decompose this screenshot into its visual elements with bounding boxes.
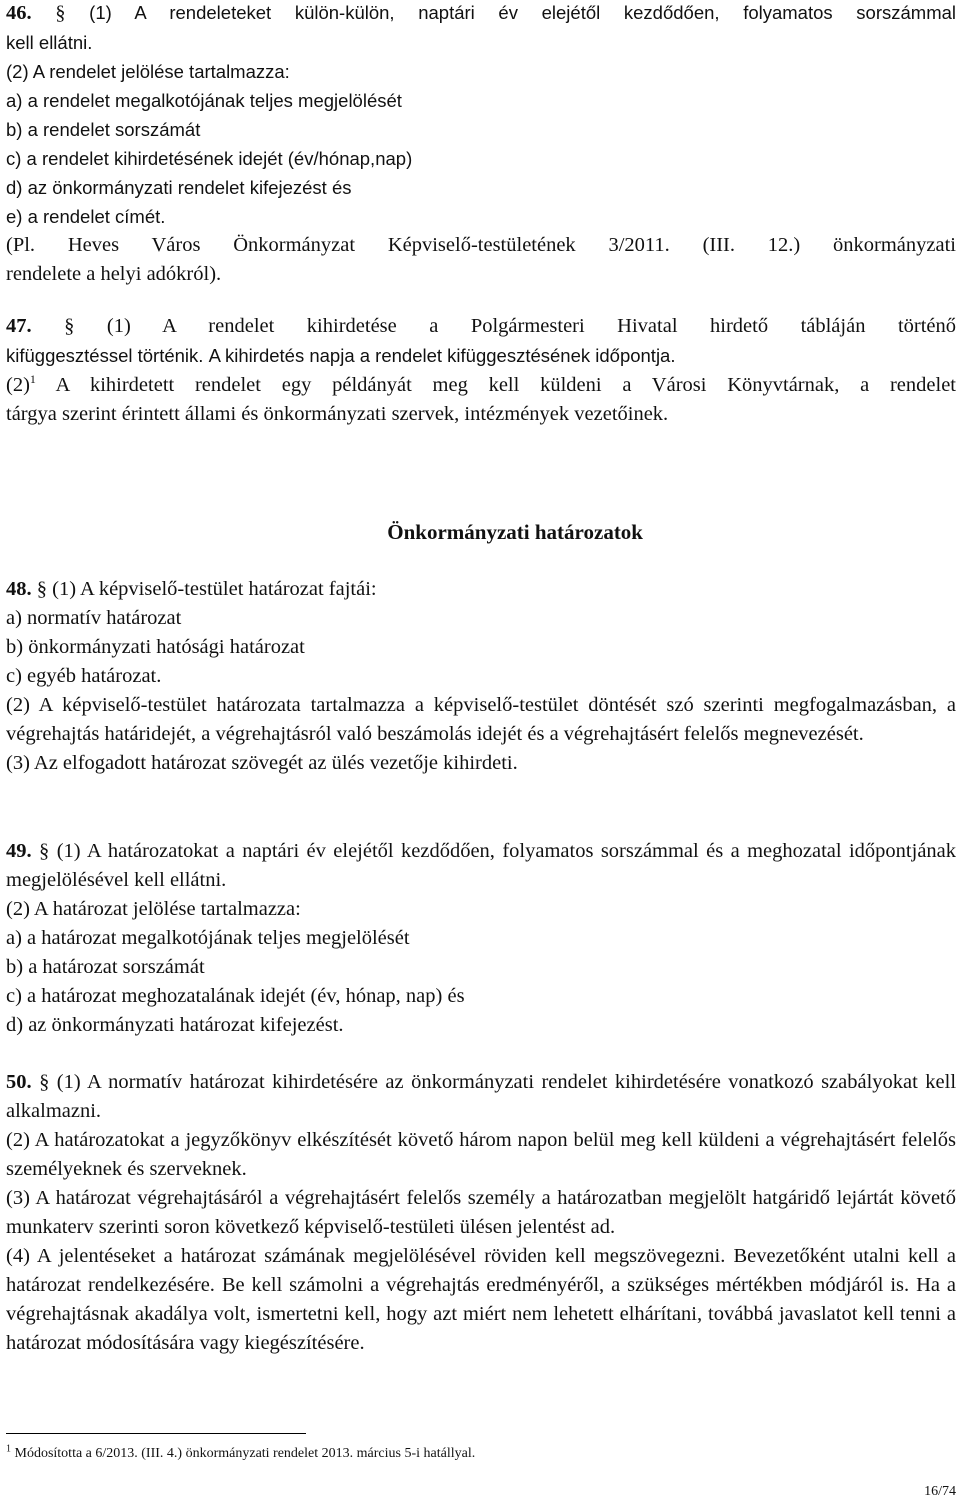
section-50-line1 (6, 1068, 956, 1126)
section-48-item-b: b) önkormányzati hatósági határozat (6, 636, 305, 658)
section-49-item-d: d) az önkormányzati határozat kifejezést. (6, 1014, 344, 1036)
section-46-item-c: c) a rendelet kihirdetésének idejét (év/hónap,nap) (6, 148, 413, 169)
section-46-p2: (2) A rendelet jelölése tartalmazza: (6, 61, 290, 82)
section-heading-wrap (6, 518, 956, 547)
section-47-p2-text: A kihirdetett rendelet egy példányát meg kell küldeni a Városi Könyvtárnak, a rendelet (55, 374, 956, 396)
section-49-item-b: b) a határozat sorszámát (6, 956, 205, 978)
section-49-item-c: c) a határozat meghozatalának idejét (év, hónap, nap) és (6, 985, 465, 1007)
section-48-item-c: c) egyéb határozat. (6, 665, 162, 687)
section-46-line1 (6, 0, 956, 28)
page-number: 16/74 (924, 1484, 956, 1499)
section-47 (6, 312, 956, 429)
section-50-p4: (4) A jelentéseket a határozat számának megjelölésével röviden kell megszövegezni. Bevezetőként utalni kell a határozat rendelkezésére. Be kell számolni a végrehajtás eredményéről, a szükséges mértékben módjáról is. Ha a végrehajtásnak akadálya volt, ismertetni kell, hogy azt miért nem lehetett elhárítani, továbbá javaslatot kell tenni a határozat módosítására vagy kiegészítésére. (6, 1245, 956, 1354)
section-46-example-line1: (Pl. Heves Város Önkormányzat Képviselő-testületének 3/2011. (III. 12.) önkormányzati (6, 234, 956, 256)
section-47-line2b: A kihirdetés napja a rendelet kifüggesztésének időpontja. (208, 345, 676, 366)
section-46-item-b: b) a rendelet sorszámát (6, 119, 201, 140)
section-48-p2: (2) A képviselő-testület határozata tartalmazza a képviselő-testület döntését szó szerinti megfogalmazásban, a végrehajtás határidejét, a végrehajtásról való beszámolás idejét és a végrehajtásért felelős megnevezését. (6, 694, 956, 745)
section-46-line1b: kell ellátni. (6, 32, 93, 53)
section-48-p3: (3) Az elfogadott határozat szövegét az ülés vezetője kihirdeti. (6, 752, 518, 774)
section-sign: § (39, 1071, 50, 1093)
section-50-text: (1) A normatív határozat kihirdetésére az önkormányzati rendelet kihirdetésére vonatkozó szabályokat kell alkalmazni. (6, 1071, 957, 1122)
section-49-text: (1) A határozatokat a naptári év elejétől kezdődően, folyamatos sorszámmal és a meghozatal időpontjának megjelölésével kell ellátni. (6, 840, 957, 891)
section-47-line1 (6, 312, 956, 341)
section-number: 48. (6, 578, 32, 600)
section-50-p2: (2) A határozatokat a jegyzőkönyv elkészítését követő három napon belül meg kell küldeni a végrehajtásért felelős személyeknek és szerveknek. (6, 1129, 956, 1180)
section-46-item-d: d) az önkormányzati rendelet kifejezést és (6, 177, 352, 198)
section-number: 46. (6, 2, 32, 24)
section-48-text: (1) A képviselő-testület határozat fajtái: (52, 578, 377, 600)
section-number: 47. (6, 315, 32, 337)
section-49-p2: (2) A határozat jelölése tartalmazza: (6, 898, 301, 920)
section-sign: § (39, 840, 50, 862)
section-48-item-a: a) normatív határozat (6, 607, 182, 629)
section-48 (6, 575, 956, 778)
footnote-marker: 1 (6, 1443, 11, 1455)
section-50 (6, 1068, 956, 1358)
section-number: 50. (6, 1071, 32, 1093)
section-49-line1 (6, 837, 956, 895)
section-46-text: (1) A rendeleteket külön-külön, naptári év elejétől kezdődően, folyamatos sorszámmal (89, 2, 957, 23)
footnote-text: Módosította a 6/2013. (III. 4.) önkormányzati rendelet 2013. március 5-i hatállyal. (14, 1446, 476, 1461)
section-47-line2 (6, 341, 956, 371)
section-sign: § (36, 578, 47, 600)
section-49-item-a: a) a határozat megalkotójának teljes megjelölését (6, 927, 410, 949)
footnote (6, 1443, 476, 1462)
section-47-line2a: kifüggesztéssel történik. (6, 345, 204, 366)
section-46 (6, 0, 956, 289)
section-47-p2-prefix: (2) (6, 374, 30, 396)
section-47-p2-line2: tárgya szerint érintett állami és önkormányzati szervek, intézmények vezetőinek. (6, 403, 669, 425)
footnote-divider (6, 1433, 306, 1434)
section-46-item-e: e) a rendelet címét. (6, 206, 166, 227)
section-47-p2-line1 (6, 371, 956, 400)
section-48-line1 (6, 575, 956, 604)
footnote-ref[interactable]: 1 (29, 372, 36, 387)
section-number: 49. (6, 840, 32, 862)
section-sign: § (55, 2, 66, 24)
section-50-p3: (3) A határozat végrehajtásáról a végrehajtásért felelős személy a határozatban megjelölt hatgáridő lejártát követő munkaterv szerinti soron következő képviselő-testületi ülésen jelentést ad. (6, 1187, 956, 1238)
section-47-text: (1) A rendelet kihirdetése a Polgármesteri Hivatal hirdető tábláján történő (106, 315, 957, 337)
section-46-item-a: a) a rendelet megalkotójának teljes megjelölését (6, 90, 402, 111)
section-49 (6, 837, 956, 1040)
section-sign: § (64, 315, 75, 337)
section-heading: Önkormányzati határozatok (387, 520, 643, 544)
section-46-example-line2: rendelete a helyi adókról). (6, 263, 222, 285)
